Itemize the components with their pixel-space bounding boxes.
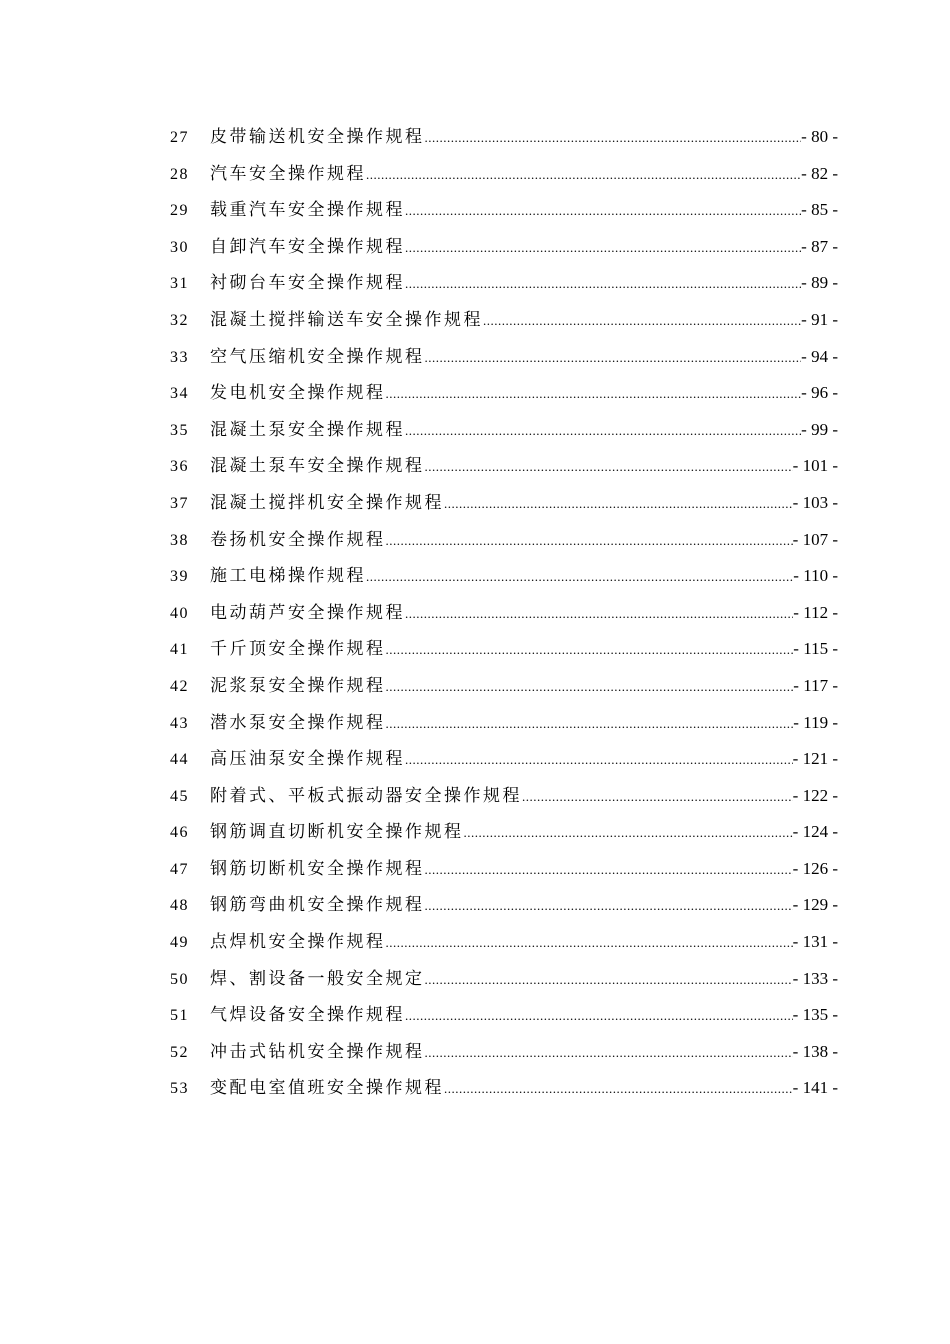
toc-dot-leader (444, 486, 793, 523)
toc-entry[interactable] (170, 631, 838, 668)
toc-entry-title: 钢筋切断机安全操作规程 (210, 858, 425, 879)
toc-entry[interactable] (170, 192, 838, 229)
toc-entry-number: 43 (170, 714, 189, 732)
toc-entry[interactable] (170, 778, 838, 815)
toc-entry-number: 45 (170, 787, 189, 805)
toc-entry-page: - 94 - (801, 346, 838, 366)
toc-dot-leader (386, 376, 802, 413)
toc-entry-number: 31 (170, 275, 189, 293)
toc-entry-number: 44 (170, 751, 189, 769)
toc-entry-title: 发电机安全操作规程 (210, 383, 386, 404)
toc-entry-title: 混凝土搅拌机安全操作规程 (210, 492, 444, 513)
toc-entry-number: 29 (170, 202, 189, 220)
toc-entry[interactable] (170, 558, 838, 595)
toc-entry-number: 49 (170, 934, 189, 952)
toc-entry-title: 千斤顶安全操作规程 (210, 639, 386, 660)
toc-entry-number: 35 (170, 421, 189, 439)
toc-entry[interactable] (170, 229, 838, 266)
toc-entry-title: 潜水泵安全操作规程 (210, 712, 386, 733)
toc-entry-page: - 107 - (792, 529, 838, 549)
toc-entry-title: 钢筋弯曲机安全操作规程 (210, 895, 425, 916)
toc-dot-leader (483, 303, 801, 340)
toc-entry-number: 52 (170, 1043, 189, 1061)
toc-dot-leader (425, 340, 802, 377)
toc-dot-leader (386, 925, 793, 962)
toc-dot-leader (405, 413, 801, 450)
toc-entry-page: - 141 - (792, 1078, 838, 1098)
toc-entry[interactable] (170, 448, 838, 485)
toc-entry-page: - 121 - (792, 749, 838, 769)
toc-entry-title: 混凝土泵安全操作规程 (210, 419, 405, 440)
toc-entry-number: 37 (170, 494, 189, 512)
toc-entry-page: - 138 - (792, 1041, 838, 1061)
toc-entry-number: 38 (170, 531, 189, 549)
toc-entry-title: 混凝土泵车安全操作规程 (210, 456, 425, 477)
toc-entry-page: - 103 - (792, 492, 838, 512)
toc-entry-page: - 131 - (792, 932, 838, 952)
toc-dot-leader (366, 157, 801, 194)
toc-entry-title: 混凝土搅拌输送车安全操作规程 (210, 309, 483, 330)
toc-entry-title: 汽车安全操作规程 (210, 163, 366, 184)
toc-entry[interactable] (170, 265, 838, 302)
toc-entry[interactable] (170, 119, 838, 156)
toc-dot-leader (522, 779, 793, 816)
toc-entry[interactable] (170, 814, 838, 851)
toc-dot-leader (425, 449, 793, 486)
toc-entry-title: 附着式、平板式振动器安全操作规程 (210, 785, 522, 806)
toc-dot-leader (405, 193, 801, 230)
toc-entry-title: 泥浆泵安全操作规程 (210, 675, 386, 696)
toc-entry-page: - 89 - (801, 273, 838, 293)
toc-entry-number: 42 (170, 677, 189, 695)
toc-entry-title: 钢筋调直切断机安全操作规程 (210, 822, 464, 843)
toc-entry-number: 34 (170, 385, 189, 403)
toc-entry-page: - 96 - (801, 383, 838, 403)
toc-entry[interactable] (170, 924, 838, 961)
toc-dot-leader (464, 815, 793, 852)
toc-entry-number: 47 (170, 860, 189, 878)
toc-entry[interactable] (170, 851, 838, 888)
toc-entry-page: - 126 - (792, 858, 838, 878)
toc-entry-page: - 135 - (792, 1005, 838, 1025)
toc-entry-page: - 80 - (801, 127, 838, 146)
toc-entry-title: 点焊机安全操作规程 (210, 932, 386, 953)
toc-entry-page: - 124 - (792, 822, 838, 842)
toc-entry-title: 施工电梯操作规程 (210, 566, 366, 587)
toc-entry-title: 气焊设备安全操作规程 (210, 1005, 405, 1026)
toc-dot-leader (405, 596, 793, 633)
toc-entry[interactable] (170, 522, 838, 559)
toc-entry-title: 冲击式钻机安全操作规程 (210, 1041, 425, 1062)
toc-entry[interactable] (170, 412, 838, 449)
toc-entry-number: 51 (170, 1007, 189, 1025)
toc-entry-page: - 87 - (801, 236, 838, 256)
toc-dot-leader (386, 706, 794, 743)
toc-dot-leader (366, 559, 793, 596)
toc-dot-leader (425, 962, 793, 999)
toc-entry[interactable] (170, 485, 838, 522)
toc-entry-number: 41 (170, 641, 189, 659)
toc-dot-leader (425, 852, 793, 889)
toc-entry[interactable] (170, 705, 838, 742)
toc-entry[interactable] (170, 339, 838, 376)
toc-entry-page: - 101 - (792, 456, 838, 476)
toc-entry-title: 皮带输送机安全操作规程 (210, 127, 425, 147)
toc-entry[interactable] (170, 961, 838, 998)
toc-entry[interactable] (170, 1070, 838, 1107)
toc-entry-page: - 117 - (793, 675, 838, 695)
toc-dot-leader (386, 632, 794, 669)
toc-entry-title: 卷扬机安全操作规程 (210, 529, 386, 550)
toc-entry-number: 32 (170, 311, 189, 329)
toc-entry-page: - 99 - (801, 419, 838, 439)
toc-entry-title: 焊、割设备一般安全规定 (210, 968, 425, 989)
toc-entry-number: 50 (170, 970, 189, 988)
toc-entry-number: 33 (170, 348, 189, 366)
toc-entry-number: 30 (170, 238, 189, 256)
table-of-contents (170, 119, 838, 1107)
toc-dot-leader (405, 742, 793, 779)
toc-dot-leader (405, 230, 801, 267)
toc-dot-leader (386, 669, 794, 706)
toc-entry-page: - 119 - (793, 712, 838, 732)
toc-entry-number: 28 (170, 165, 189, 183)
toc-entry-page: - 133 - (792, 968, 838, 988)
toc-entry-page: - 110 - (793, 566, 838, 586)
toc-entry-number: 46 (170, 824, 189, 842)
toc-dot-leader (405, 266, 801, 303)
toc-entry-page: - 91 - (801, 309, 838, 329)
toc-entry-page: - 82 - (801, 163, 838, 183)
toc-dot-leader (444, 1071, 793, 1108)
toc-entry-number: 40 (170, 604, 189, 622)
toc-entry-number: 53 (170, 1080, 189, 1098)
toc-entry-page: - 112 - (793, 602, 838, 622)
toc-dot-leader (425, 120, 802, 157)
toc-entry-title: 变配电室值班安全操作规程 (210, 1078, 444, 1099)
toc-entry-page: - 85 - (801, 200, 838, 220)
toc-entry-number: 27 (170, 129, 189, 146)
toc-entry-title: 高压油泵安全操作规程 (210, 749, 405, 770)
toc-entry-number: 36 (170, 458, 189, 476)
toc-dot-leader (425, 888, 793, 925)
toc-dot-leader (425, 1035, 793, 1072)
toc-entry-page: - 129 - (792, 895, 838, 915)
toc-entry-title: 电动葫芦安全操作规程 (210, 602, 405, 623)
toc-entry[interactable] (170, 741, 838, 778)
toc-entry-page: - 115 - (793, 639, 838, 659)
toc-entry-title: 空气压缩机安全操作规程 (210, 346, 425, 367)
toc-entry-title: 自卸汽车安全操作规程 (210, 236, 405, 257)
toc-entry-number: 39 (170, 568, 189, 586)
toc-dot-leader (386, 523, 793, 560)
toc-entry[interactable] (170, 302, 838, 339)
toc-entry[interactable] (170, 156, 838, 193)
toc-entry[interactable] (170, 1034, 838, 1071)
toc-entry[interactable] (170, 668, 838, 705)
toc-entry[interactable] (170, 997, 838, 1034)
toc-entry[interactable] (170, 375, 838, 412)
toc-dot-leader (405, 998, 793, 1035)
toc-entry[interactable] (170, 595, 838, 632)
toc-entry-page: - 122 - (792, 785, 838, 805)
toc-entry-number: 48 (170, 897, 189, 915)
toc-entry-title: 衬砌台车安全操作规程 (210, 273, 405, 294)
toc-entry-title: 载重汽车安全操作规程 (210, 200, 405, 221)
toc-entry[interactable] (170, 887, 838, 924)
